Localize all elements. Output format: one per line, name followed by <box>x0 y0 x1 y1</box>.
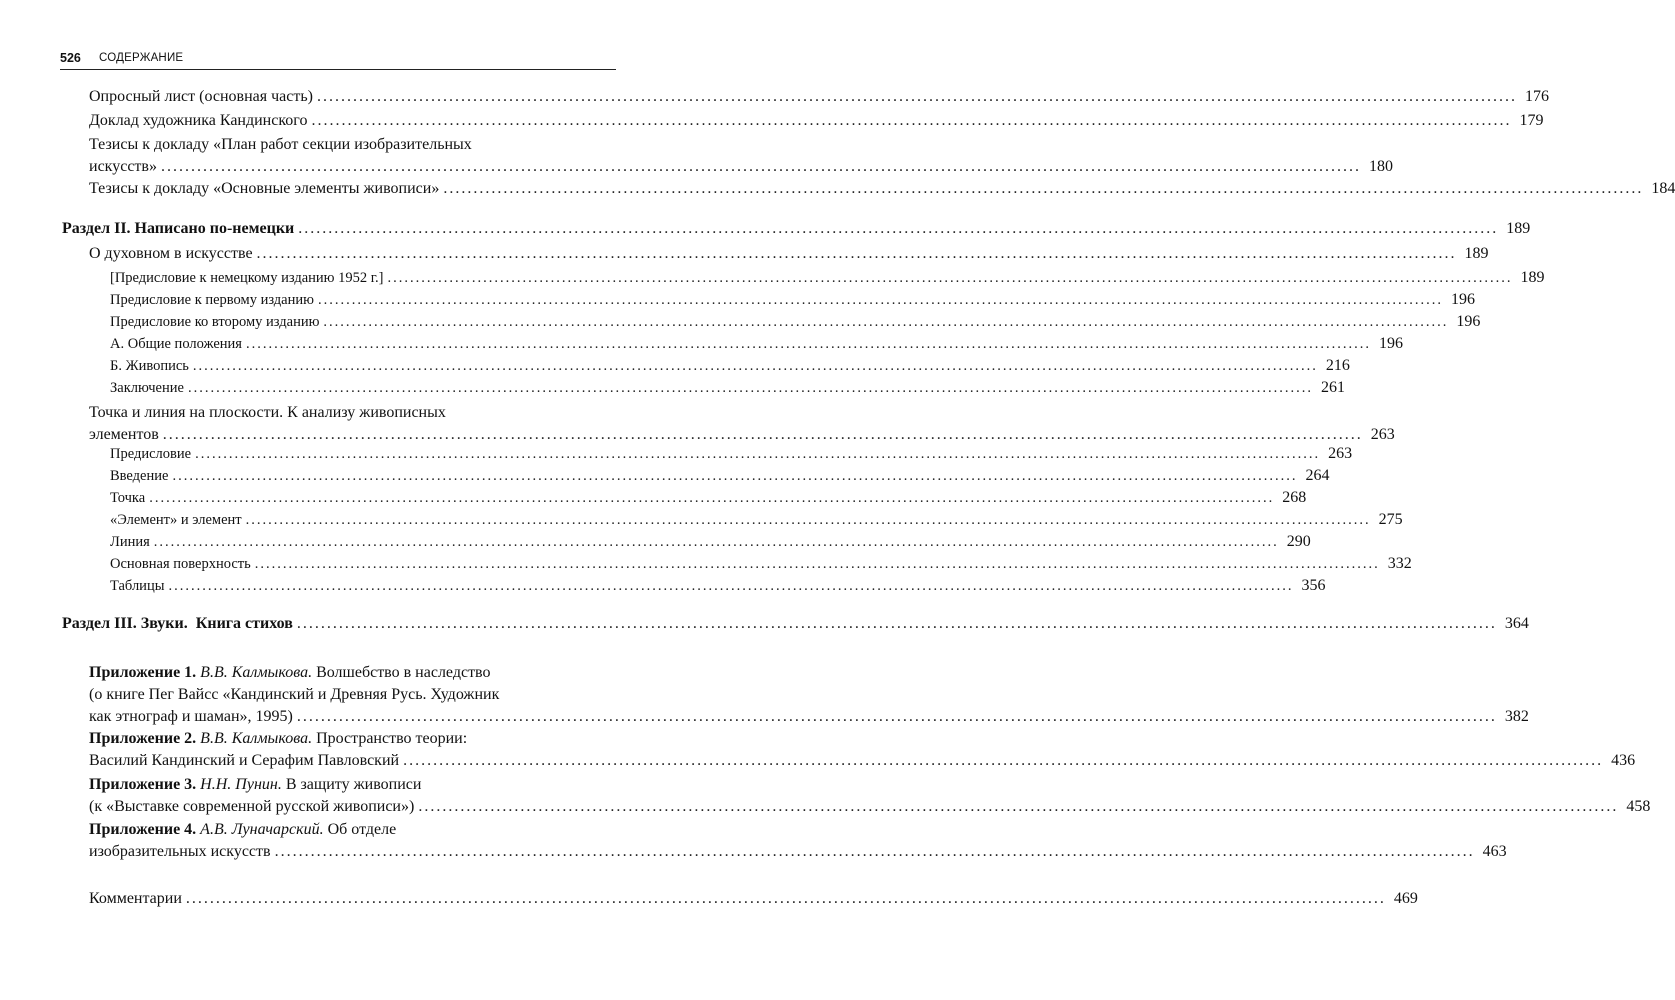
dot-leader: ........................................................................................................................................................................................................ <box>185 890 1386 907</box>
dot-leader: ........................................................................................................................................................................................................ <box>172 468 1298 484</box>
dot-leader: ........................................................................................................................................................................................................ <box>160 158 1361 175</box>
page-ref: 189 <box>1464 245 1489 262</box>
dot-leader: ........................................................................................................................................................................................................ <box>317 292 1443 308</box>
page-ref: 216 <box>1325 357 1350 374</box>
page-ref: 275 <box>1378 511 1403 528</box>
page-ref: 264 <box>1305 467 1330 484</box>
dot-leader: ........................................................................................................................................................................................................ <box>311 112 1512 129</box>
toc-subentry[interactable]: Таблицы ........................................................................................................................................................................................................ 356 <box>110 575 616 597</box>
running-header <box>60 49 616 70</box>
toc-entry[interactable]: Точка и линия на плоскости. К анализу живописных элементов ........................................................................................................................................................................................................ 263 <box>89 402 616 446</box>
page-ref: 463 <box>1482 843 1507 860</box>
dot-leader: ........................................................................................................................................................................................................ <box>298 220 1499 237</box>
page-ref: 356 <box>1301 577 1326 594</box>
toc-entry[interactable]: Тезисы к докладу «Основные элементы живописи» ........................................................................................................................................................................................................ 184 <box>89 178 616 200</box>
toc-subentry[interactable]: Введение ........................................................................................................................................................................................................ 264 <box>110 465 616 487</box>
dot-leader: ........................................................................................................................................................................................................ <box>149 490 1275 506</box>
page-ref: 261 <box>1320 379 1345 396</box>
toc-subentry[interactable]: Основная поверхность ........................................................................................................................................................................................................ 332 <box>110 553 616 575</box>
toc-appendix-2[interactable]: Приложение 2. В.В. Калмыкова. Пространство теории: Василий Кандинский и Серафим Павловский ........................................................................................................................................................................................................ 436 <box>89 728 616 772</box>
toc-subentry[interactable]: «Элемент» и элемент ........................................................................................................................................................................................................ 275 <box>110 509 616 531</box>
toc-subentry[interactable]: Точка ........................................................................................................................................................................................................ 268 <box>110 487 616 509</box>
toc-subentry[interactable]: Б. Живопись ........................................................................................................................................................................................................ 216 <box>110 355 616 377</box>
toc-entry[interactable]: Опросный лист (основная часть) ........................................................................................................................................................................................................ 176 <box>89 86 616 108</box>
page-ref: 458 <box>1626 798 1651 815</box>
header-page-number: 526 <box>60 51 81 65</box>
page-ref: 176 <box>1524 88 1549 105</box>
toc-subentry[interactable]: Предисловие ........................................................................................................................................................................................................ 263 <box>110 443 616 465</box>
page-ref: 382 <box>1504 708 1529 725</box>
dot-leader: ........................................................................................................................................................................................................ <box>254 556 1380 572</box>
toc-comments[interactable]: Комментарии ........................................................................................................................................................................................................ 469 <box>89 888 616 910</box>
dot-leader: ........................................................................................................................................................................................................ <box>245 512 1371 528</box>
page-ref: 189 <box>1506 220 1531 237</box>
toc-appendix-4[interactable]: Приложение 4. А.В. Луначарский. Об отделе изобразительных искусств ........................................................................................................................................................................................................ 463 <box>89 819 616 863</box>
dot-leader: ........................................................................................................................................................................................................ <box>418 798 1619 815</box>
dot-leader: ........................................................................................................................................................................................................ <box>162 426 1363 443</box>
toc-entry[interactable]: О духовном в искусстве ........................................................................................................................................................................................................ 189 <box>89 243 616 265</box>
toc-entry[interactable]: Тезисы к докладу «План работ секции изобразительных искусств» ........................................................................................................................................................................................................ 180 <box>89 134 616 178</box>
page-ref: 436 <box>1611 752 1636 769</box>
toc-section-2[interactable]: Раздел II. Написано по-немецки ........................................................................................................................................................................................................ 189 <box>62 218 616 240</box>
toc-subentry[interactable]: Линия ........................................................................................................................................................................................................ 290 <box>110 531 616 553</box>
dot-leader: ........................................................................................................................................................................................................ <box>187 380 1313 396</box>
page-ref: 290 <box>1286 533 1311 550</box>
dot-leader: ........................................................................................................................................................................................................ <box>192 358 1318 374</box>
page-ref: 332 <box>1387 555 1412 572</box>
toc-subentry[interactable]: Заключение ........................................................................................................................................................................................................ 261 <box>110 377 616 399</box>
toc-appendix-3[interactable]: Приложение 3. Н.Н. Пунин. В защиту живописи (к «Выставке современной русской живописи») ........................................................................................................................................................................................................ 458 <box>89 774 616 818</box>
page-ref: 469 <box>1393 890 1418 907</box>
page-ref: 180 <box>1368 158 1393 175</box>
dot-leader: ........................................................................................................................................................................................................ <box>403 752 1604 769</box>
dot-leader: ........................................................................................................................................................................................................ <box>168 578 1294 594</box>
toc-subentry[interactable]: А. Общие положения ........................................................................................................................................................................................................ 196 <box>110 333 616 355</box>
page-ref: 263 <box>1370 426 1395 443</box>
page-ref: 263 <box>1328 445 1353 462</box>
page-ref: 184 <box>1651 180 1675 197</box>
page-ref: 196 <box>1378 335 1403 352</box>
header-title: СОДЕРЖАНИЕ <box>99 52 184 64</box>
dot-leader: ........................................................................................................................................................................................................ <box>245 336 1371 352</box>
dot-leader: ........................................................................................................................................................................................................ <box>323 314 1449 330</box>
dot-leader: ........................................................................................................................................................................................................ <box>195 446 1321 462</box>
toc-section-3[interactable]: Раздел III. Звуки. Книга стихов ........................................................................................................................................................................................................ 364 <box>62 613 616 635</box>
toc-entry[interactable]: Доклад художника Кандинского ........................................................................................................................................................................................................ 179 <box>89 110 616 132</box>
page-ref: 179 <box>1519 112 1544 129</box>
dot-leader: ........................................................................................................................................................................................................ <box>387 270 1513 286</box>
page-ref: 189 <box>1520 269 1545 286</box>
page-ref: 268 <box>1282 489 1307 506</box>
toc-appendix-1[interactable]: Приложение 1. В.В. Калмыкова. Волшебство в наследство (о книге Пег Вайсс «Кандинский и Древняя Русь. Художник как этнограф и шаман», 1995) ........................................................................................................................................................................................................ 382 <box>89 662 616 728</box>
dot-leader: ........................................................................................................................................................................................................ <box>316 88 1517 105</box>
page-ref: 364 <box>1504 615 1529 632</box>
toc-subentry[interactable]: Предисловие ко второму изданию ........................................................................................................................................................................................................ 196 <box>110 311 616 333</box>
dot-leader: ........................................................................................................................................................................................................ <box>274 843 1475 860</box>
page-ref: 196 <box>1456 313 1481 330</box>
dot-leader: ........................................................................................................................................................................................................ <box>153 534 1279 550</box>
toc-subentry[interactable]: [Предисловие к немецкому изданию 1952 г.] ........................................................................................................................................................................................................ 189 <box>110 267 616 289</box>
dot-leader: ........................................................................................................................................................................................................ <box>256 245 1457 262</box>
dot-leader: ........................................................................................................................................................................................................ <box>296 615 1497 632</box>
toc-subentry[interactable]: Предисловие к первому изданию ........................................................................................................................................................................................................ 196 <box>110 289 616 311</box>
dot-leader: ........................................................................................................................................................................................................ <box>296 708 1497 725</box>
page-ref: 196 <box>1450 291 1475 308</box>
dot-leader: ........................................................................................................................................................................................................ <box>443 180 1644 197</box>
